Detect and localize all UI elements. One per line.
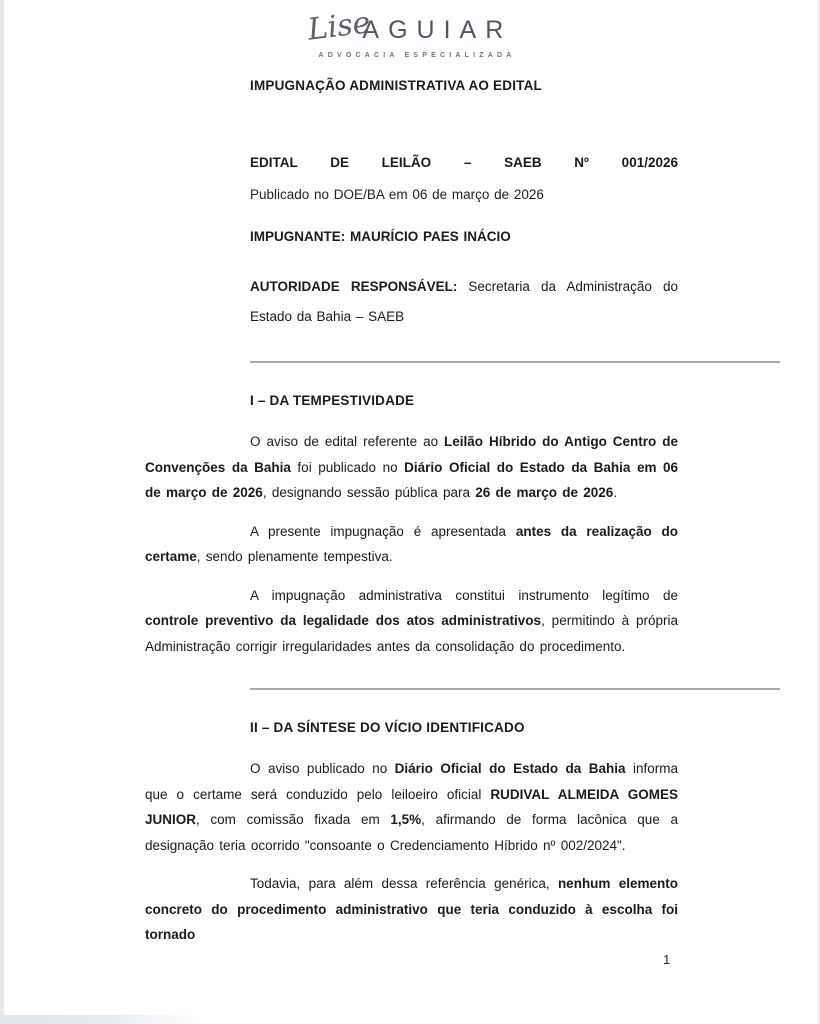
section-divider [250, 688, 780, 690]
text-run: , designando sessão pública para [262, 485, 476, 500]
text-run: . [613, 485, 618, 500]
text-run: O aviso de edital referente ao [250, 434, 445, 449]
text-run: Leilão Híbrido do Antigo Centro de Convenções da Bahia [145, 434, 678, 475]
paragraph [145, 871, 678, 948]
text-run: Todavia, para além dessa referência genérica, [250, 876, 558, 891]
text-run: 26 de março de 2026 [475, 485, 614, 500]
text-run: Diário Oficial do Estado da Bahia em 06 de março de 2026 [145, 459, 679, 500]
logo-tagline: ADVOCACIA ESPECIALIZADA [318, 52, 516, 59]
autoridade-value: Secretaria da Administração do Estado da Bahia – SAEB [250, 279, 678, 324]
autoridade-label: AUTORIDADE RESPONSÁVEL: [250, 279, 458, 294]
autoridade-line [250, 272, 678, 332]
scan-edge-bottom [0, 1015, 200, 1024]
text-run: 1,5% [390, 812, 422, 827]
document-title: IMPUGNAÇÃO ADMINISTRATIVA AO EDITAL [250, 78, 542, 93]
logo-wordmark [0, 5, 820, 51]
sections [145, 361, 678, 948]
logo-script-text: Lise [305, 5, 373, 48]
document-content [145, 78, 678, 948]
impugnante-line: IMPUGNANTE: MAURÍCIO PAES INÁCIO [250, 229, 511, 244]
text-run: , sendo plenamente tempestiva. [196, 549, 393, 564]
document-header-block [250, 154, 678, 332]
logo-name-text: AGUIAR [362, 16, 513, 44]
paragraph [145, 756, 678, 858]
text-run: , afirmando de forma lacônica que a designação teria ocorrido "consoante o Credenciamento Híbrido nº 002/2024". [145, 812, 678, 853]
edital-line: EDITAL DE LEILÃO – SAEB Nº 001/2026 [250, 155, 678, 170]
text-run: A presente impugnação é apresentada [250, 523, 516, 539]
paragraph [145, 519, 678, 570]
text-run: Diário Oficial do Estado da Bahia [394, 761, 626, 776]
text-run: , permitindo à própria Administração corrigir irregularidades antes da consolidação do procedimento. [145, 613, 678, 654]
page-number: 1 [663, 952, 671, 967]
section-heading: I – DA TEMPESTIVIDADE [250, 393, 415, 408]
text-run: RUDIVAL ALMEIDA GOMES JUNIOR [145, 786, 678, 827]
paragraph [145, 429, 678, 506]
text-run: A impugnação administrativa constitui instrumento legítimo de [250, 587, 678, 603]
text-run: nenhum elemento concreto do procedimento administrativo que teria conduzido à escolha foi tornado [145, 876, 678, 942]
law-firm-logo [0, 5, 820, 59]
paragraph [145, 583, 678, 660]
text-run: foi publicado no [290, 459, 405, 475]
text-run: controle preventivo da legalidade dos atos administrativos [145, 613, 542, 628]
section-heading: II – DA SÍNTESE DO VÍCIO IDENTIFICADO [250, 720, 525, 735]
section-divider [250, 361, 780, 363]
text-run: informa que o certame será conduzido pelo leiloeiro oficial [145, 761, 678, 802]
published-line: Publicado no DOE/BA em 06 de março de 2026 [250, 187, 544, 202]
scan-edge-left [0, 0, 4, 1024]
text-run: , com comissão fixada em [196, 812, 391, 827]
text-run: O aviso publicado no [250, 761, 395, 776]
text-run: antes da realização do certame [145, 523, 679, 564]
